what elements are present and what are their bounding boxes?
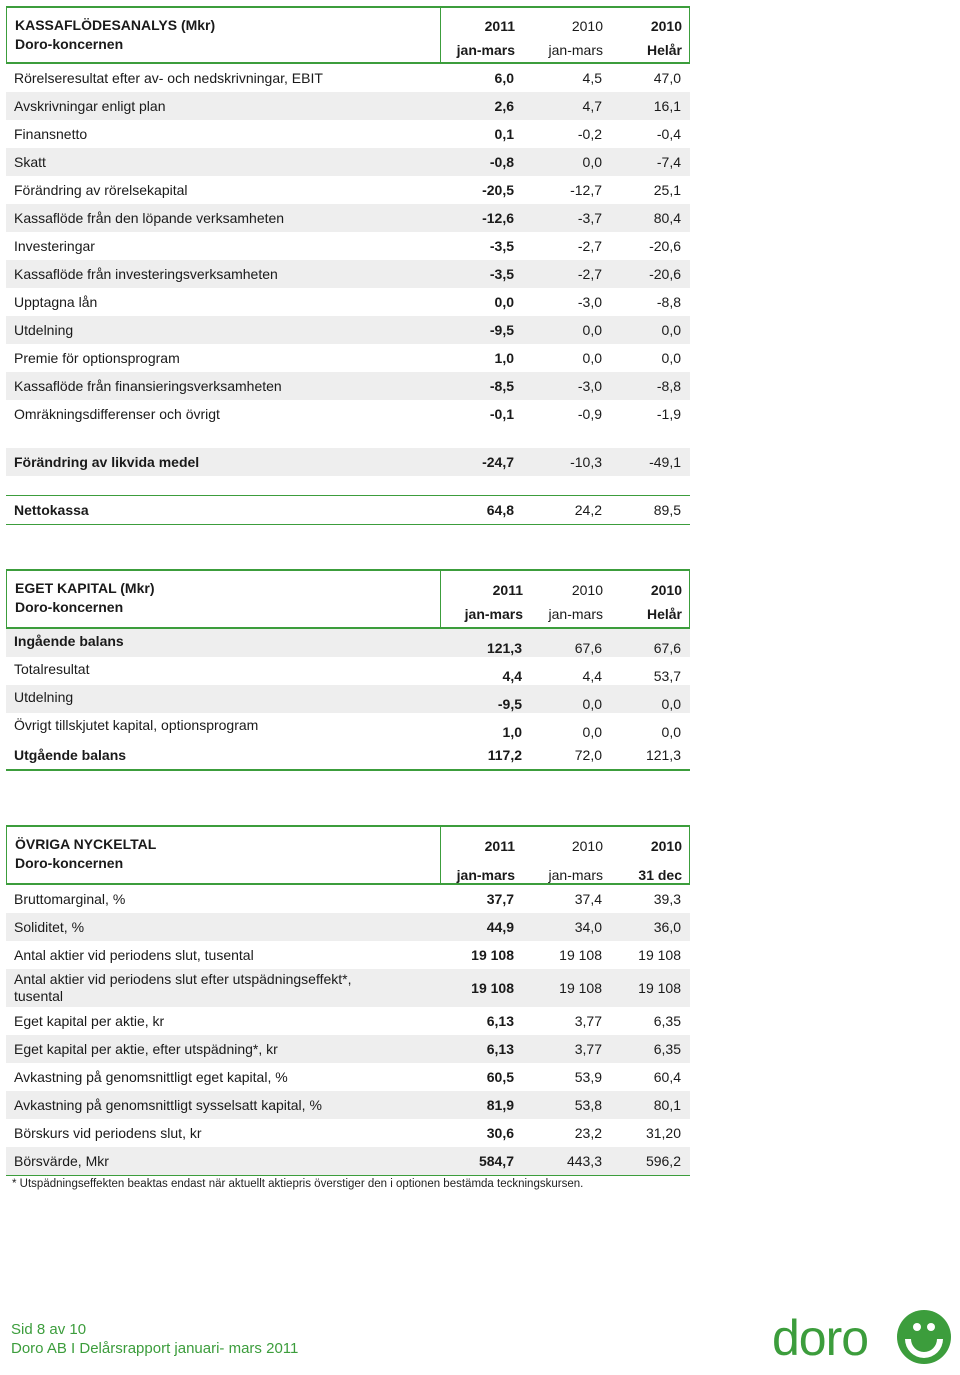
row-label: Investeringar — [14, 238, 95, 254]
cell-value: 60,5 — [486, 1069, 514, 1085]
table-row — [6, 685, 690, 713]
row-label: Omräkningsdifferenser och övrigt — [14, 406, 220, 422]
cell-value: -2,7 — [577, 266, 602, 282]
cell-value: 64,8 — [486, 502, 514, 518]
col-year: 2010 — [650, 838, 682, 854]
cell-value: 80,1 — [653, 1097, 681, 1113]
cell-value: -20,6 — [649, 238, 681, 254]
table-row — [6, 316, 690, 344]
table-row — [6, 941, 690, 969]
equity-table — [6, 569, 690, 771]
row-label: Börsvärde, Mkr — [14, 1153, 109, 1169]
cell-value: -12,6 — [482, 210, 514, 226]
table-row — [6, 232, 690, 260]
cell-value: 121,3 — [486, 640, 522, 656]
cell-value: -3,0 — [577, 294, 602, 310]
row-label: Eget kapital per aktie, efter utspädning*, kr — [14, 1041, 278, 1057]
cell-value: 4,7 — [582, 98, 602, 114]
cell-value: 19 108 — [638, 980, 681, 996]
col-year: 2010 — [650, 18, 682, 34]
col-period: Helår — [646, 42, 682, 58]
cell-value: -0,2 — [577, 126, 602, 142]
row-label: Nettokassa — [14, 502, 89, 518]
col-period: jan-mars — [548, 606, 603, 622]
doro-logo-icon — [772, 1305, 954, 1369]
row-label: Antal aktier vid periodens slut, tusental — [14, 947, 254, 963]
row-label-line: tusental — [14, 988, 64, 1004]
table-row — [6, 120, 690, 148]
row-label: Utdelning — [14, 689, 74, 705]
cell-value: 67,6 — [574, 640, 602, 656]
cell-value: 1,0 — [494, 350, 514, 366]
kpi-table — [6, 825, 690, 1176]
cell-value: -3,7 — [577, 210, 602, 226]
cell-value: 37,4 — [574, 891, 602, 907]
report-title: Doro AB I Delårsrapport januari- mars 2011 — [11, 1340, 299, 1357]
cell-value: 19 108 — [471, 980, 514, 996]
cell-value: -7,4 — [656, 154, 681, 170]
table-row — [6, 176, 690, 204]
table-row — [6, 1063, 690, 1091]
cell-value: 4,5 — [582, 70, 602, 86]
cell-value: -8,5 — [489, 378, 514, 394]
closing-row — [6, 741, 690, 771]
cell-value: 30,6 — [486, 1125, 514, 1141]
table-row — [6, 204, 690, 232]
cell-value: 117,2 — [487, 747, 522, 763]
cell-value: -10,3 — [570, 454, 602, 470]
cell-value: 0,0 — [661, 724, 681, 740]
row-label: Avkastning på genomsnittligt eget kapital, % — [14, 1069, 288, 1085]
cell-value: 80,4 — [653, 210, 681, 226]
header-divider — [440, 571, 441, 627]
cell-value: 23,2 — [574, 1125, 602, 1141]
cell-value: 24,2 — [574, 502, 602, 518]
cell-value: 72,0 — [574, 747, 602, 763]
table-row — [6, 148, 690, 176]
cell-value: 34,0 — [574, 919, 602, 935]
equity-header — [6, 569, 690, 629]
cell-value: 3,77 — [574, 1013, 602, 1029]
kpi-subtitle: Doro-koncernen — [15, 855, 124, 871]
cell-value: 37,7 — [486, 891, 514, 907]
cell-value: 121,3 — [645, 747, 681, 763]
cell-value: 67,6 — [653, 640, 681, 656]
table-row — [6, 885, 690, 913]
cell-value: -2,7 — [577, 238, 602, 254]
cell-value: -3,5 — [489, 266, 514, 282]
table-row — [6, 288, 690, 316]
col-period: 31 dec — [638, 867, 682, 883]
row-label-line: Antal aktier vid periodens slut efter utspädningseffekt*, — [14, 971, 352, 987]
cell-value: 44,9 — [486, 919, 514, 935]
cell-value: 81,9 — [486, 1097, 514, 1113]
table-row — [6, 969, 690, 1007]
col-year: 2010 — [571, 18, 603, 34]
cell-value: 584,7 — [478, 1153, 514, 1169]
cell-value: 53,9 — [574, 1069, 602, 1085]
equity-title: EGET KAPITAL (Mkr) — [15, 580, 155, 596]
row-label: Övrigt tillskjutet kapital, optionsprogram — [14, 717, 259, 733]
cell-value: -0,8 — [489, 154, 514, 170]
kpi-title: ÖVRIGA NYCKELTAL — [15, 836, 157, 852]
col-year: 2011 — [484, 838, 515, 854]
kpi-header — [6, 825, 690, 885]
cell-value: 0,0 — [582, 322, 602, 338]
cell-value: -8,8 — [656, 294, 681, 310]
col-year: 2010 — [650, 582, 682, 598]
cell-value: 19 108 — [471, 947, 514, 963]
change-row — [6, 448, 690, 476]
row-label: Soliditet, % — [14, 919, 85, 935]
row-label: Upptagna lån — [14, 294, 98, 310]
row-label: Avkastning på genomsnittligt sysselsatt kapital, % — [14, 1097, 322, 1113]
table-row — [6, 629, 690, 657]
table-row — [6, 1007, 690, 1035]
table-row — [6, 913, 690, 941]
table-row — [6, 1091, 690, 1119]
cashflow-subtitle: Doro-koncernen — [15, 36, 124, 52]
cell-value: -20,6 — [649, 266, 681, 282]
table-row — [6, 1119, 690, 1147]
cell-value: 36,0 — [653, 919, 681, 935]
col-year: 2010 — [571, 838, 603, 854]
cell-value: -12,7 — [570, 182, 602, 198]
cell-value: 6,35 — [653, 1041, 681, 1057]
cashflow-header — [6, 6, 690, 64]
cell-value: 25,1 — [653, 182, 681, 198]
col-year: 2010 — [571, 582, 603, 598]
footnote: * Utspädningseffekten beaktas endast när aktuellt aktiepris överstiger den i optionen bestämda teckningskursen. — [12, 1178, 584, 1190]
cell-value: 19 108 — [638, 947, 681, 963]
col-period: Helår — [646, 606, 682, 622]
cell-value: 4,4 — [582, 668, 602, 684]
cell-value: -49,1 — [649, 454, 681, 470]
row-label: Förändring av likvida medel — [14, 454, 200, 470]
cell-value: -20,5 — [482, 182, 514, 198]
row-label: Avskrivningar enligt plan — [14, 98, 166, 114]
cell-value: 31,20 — [645, 1125, 681, 1141]
cell-value: 39,3 — [653, 891, 681, 907]
cell-value: 19 108 — [559, 980, 602, 996]
col-year: 2011 — [492, 582, 523, 598]
cell-value: 0,0 — [494, 294, 514, 310]
table-row — [6, 64, 690, 92]
table-row — [6, 400, 690, 428]
kpi-rows — [6, 885, 690, 1176]
row-label: Kassaflöde från den löpande verksamheten — [14, 210, 285, 226]
row-label: Utdelning — [14, 322, 74, 338]
col-period: jan-mars — [464, 606, 523, 622]
cell-value: -3,0 — [577, 378, 602, 394]
cell-value: -8,8 — [656, 378, 681, 394]
row-label: Finansnetto — [14, 126, 88, 142]
table-row — [6, 260, 690, 288]
cell-value: -0,4 — [656, 126, 681, 142]
cashflow-title: KASSAFLÖDESANALYS (Mkr) — [15, 17, 216, 33]
logo-wordmark: doro — [772, 1310, 869, 1366]
row-label: Kassaflöde från investeringsverksamheten — [14, 266, 278, 282]
equity-rows — [6, 629, 690, 741]
cell-value: 16,1 — [653, 98, 681, 114]
page-number: Sid 8 av 10 — [11, 1321, 87, 1338]
cell-value: 53,7 — [653, 668, 681, 684]
row-label: Ingående balans — [14, 633, 124, 649]
table-row — [6, 372, 690, 400]
cell-value: 0,0 — [582, 154, 602, 170]
cashflow-table — [6, 6, 690, 525]
row-label: Börskurs vid periodens slut, kr — [14, 1125, 202, 1141]
col-period: jan-mars — [456, 42, 515, 58]
row-label: Totalresultat — [14, 661, 90, 677]
cell-value: 60,4 — [653, 1069, 681, 1085]
row-label: Utgående balans — [14, 747, 127, 763]
row-label: Bruttomarginal, % — [14, 891, 126, 907]
cell-value: 0,0 — [661, 322, 681, 338]
cell-value: 0,1 — [494, 126, 514, 142]
cell-value: -24,7 — [482, 454, 514, 470]
row-label: Skatt — [14, 154, 46, 170]
netcash-row — [6, 495, 690, 525]
cell-value: 53,8 — [574, 1097, 602, 1113]
row-label: Premie för optionsprogram — [14, 350, 180, 366]
table-row — [6, 713, 690, 741]
cell-value: 596,2 — [645, 1153, 681, 1169]
cashflow-rows — [6, 64, 690, 428]
cell-value: 2,6 — [494, 98, 514, 114]
col-period: jan-mars — [456, 867, 515, 883]
cell-value: 19 108 — [559, 947, 602, 963]
table-row — [6, 1035, 690, 1063]
cell-value: -0,1 — [489, 406, 514, 422]
table-row — [6, 344, 690, 372]
cell-value: -1,9 — [656, 406, 681, 422]
col-period: jan-mars — [548, 867, 603, 883]
table-row — [6, 657, 690, 685]
cell-value: -3,5 — [489, 238, 514, 254]
cell-value: 0,0 — [582, 696, 602, 712]
cell-value: 47,0 — [653, 70, 681, 86]
cell-value: 1,0 — [502, 724, 522, 740]
cell-value: 3,77 — [574, 1041, 602, 1057]
table-row — [6, 1147, 690, 1175]
cell-value: -9,5 — [489, 322, 514, 338]
cell-value: 4,4 — [502, 668, 522, 684]
cell-value: 0,0 — [661, 696, 681, 712]
cell-value: 89,5 — [653, 502, 681, 518]
cell-value: 6,13 — [486, 1041, 514, 1057]
row-label: Kassaflöde från finansieringsverksamheten — [14, 378, 282, 394]
table-row — [6, 92, 690, 120]
row-label: Förändring av rörelsekapital — [14, 182, 188, 198]
col-period: jan-mars — [548, 42, 603, 58]
cell-value: -0,9 — [577, 406, 602, 422]
cell-value: 443,3 — [566, 1153, 602, 1169]
row-label: Rörelseresultat efter av- och nedskrivningar, EBIT — [14, 70, 323, 86]
cell-value: 6,13 — [486, 1013, 514, 1029]
cell-value: 0,0 — [582, 724, 602, 740]
row-label — [14, 971, 352, 1005]
doro-logo — [772, 1305, 954, 1369]
row-label: Eget kapital per aktie, kr — [14, 1013, 165, 1029]
col-year: 2011 — [484, 18, 515, 34]
cell-value: 0,0 — [661, 350, 681, 366]
cell-value: -9,5 — [497, 696, 522, 712]
cell-value: 6,35 — [653, 1013, 681, 1029]
equity-subtitle: Doro-koncernen — [15, 599, 124, 615]
cell-value: 6,0 — [494, 70, 514, 86]
cell-value: 0,0 — [582, 350, 602, 366]
